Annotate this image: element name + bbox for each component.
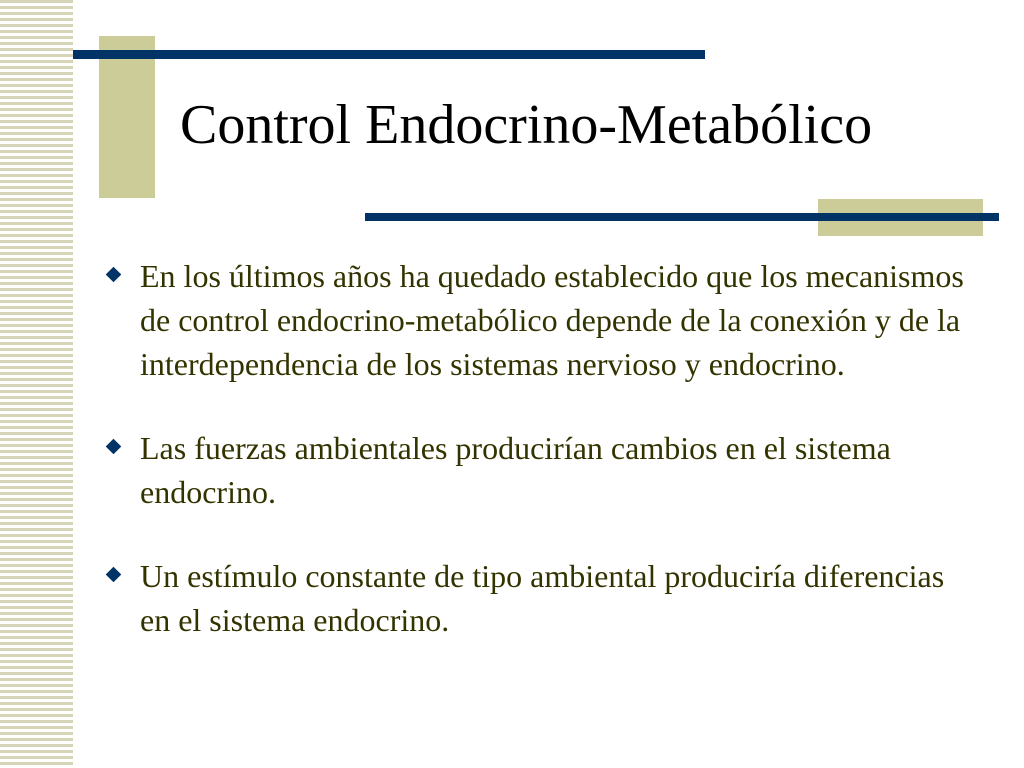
bullet-text: Las fuerzas ambientales producirían cambios en el sistema endocrino. bbox=[140, 430, 891, 510]
title-accent-block bbox=[99, 36, 155, 198]
title-top-rule bbox=[73, 50, 705, 59]
title-bottom-rule bbox=[365, 213, 999, 221]
diamond-bullet-icon bbox=[106, 267, 122, 283]
bullet-text: En los últimos años ha quedado establecido que los mecanismos de control endocrino-metabólico depende de la conexión y de la interdependencia de los sistemas nervioso y endocrino. bbox=[140, 258, 964, 382]
diamond-bullet-icon bbox=[106, 567, 122, 583]
left-stripe-decoration bbox=[0, 0, 73, 768]
diamond-bullet-icon bbox=[106, 439, 122, 455]
bullet-list bbox=[104, 254, 974, 682]
bullet-item bbox=[104, 426, 974, 514]
bullet-text: Un estímulo constante de tipo ambiental produciría diferencias en el sistema endocrino. bbox=[140, 558, 945, 638]
slide-title: Control Endocrino-Metabólico bbox=[180, 94, 873, 156]
bullet-item bbox=[104, 254, 974, 386]
bullet-item bbox=[104, 554, 974, 642]
